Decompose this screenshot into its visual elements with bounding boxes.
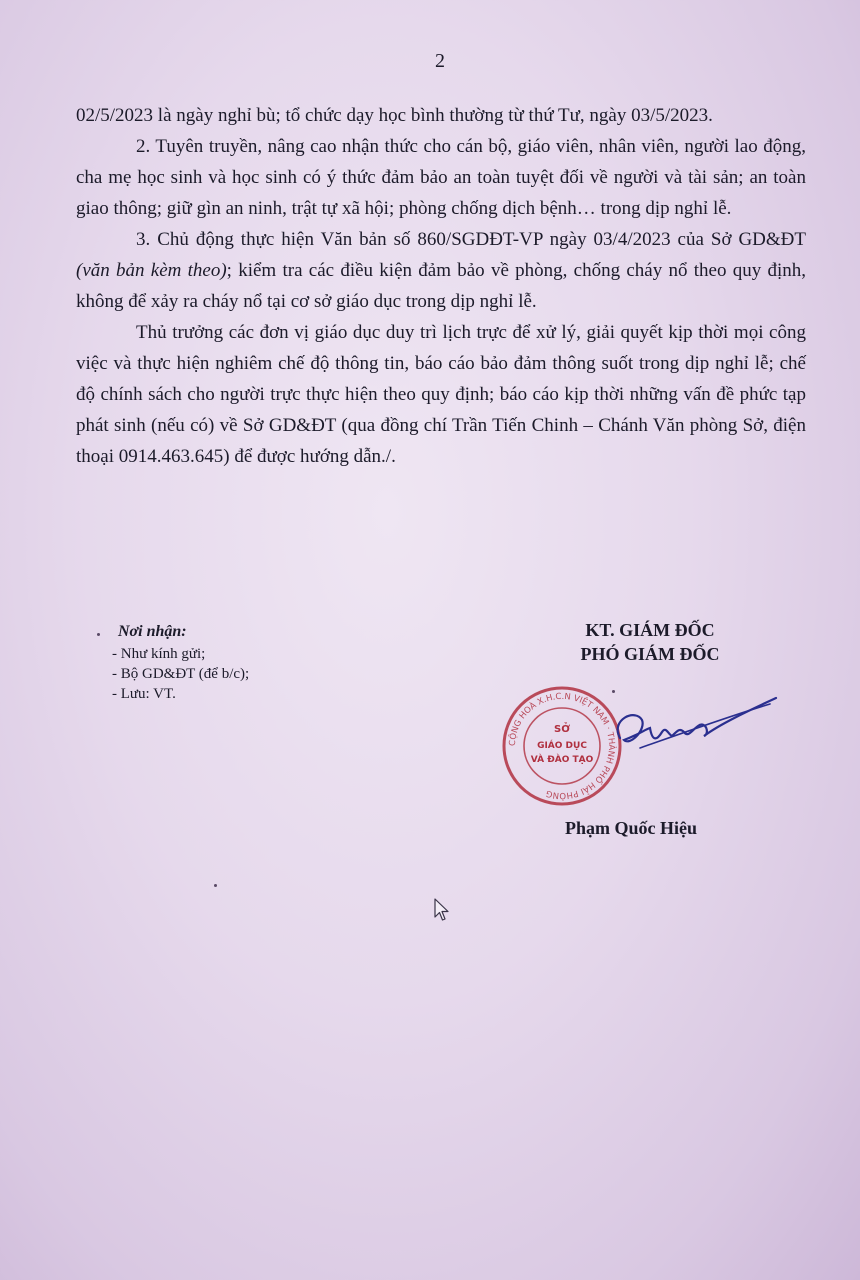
handwritten-signature (580, 690, 780, 760)
stamp-center-line-3: VÀ ĐÀO TẠO (530, 755, 594, 765)
recipient-item: - Lưu: VT. (112, 686, 176, 702)
paper-speck (97, 633, 100, 636)
signature-title-block (520, 618, 780, 666)
paragraph-3 (76, 224, 806, 317)
stamp-center-line-1: SỞ (554, 724, 570, 735)
recipients-title: Nơi nhận: (118, 623, 187, 640)
paragraph-1: 02/5/2023 là ngày nghỉ bù; tổ chức dạy học bình thường từ thứ Tư, ngày 03/5/2023. (76, 105, 713, 126)
paper-speck (214, 884, 217, 887)
recipient-item: - Bộ GD&ĐT (để b/c); (112, 666, 250, 682)
paper-speck (612, 690, 615, 693)
paragraph-3-part-2: ; kiểm tra các điều kiện đảm bảo về phòng, chống cháy nổ theo quy định, không để xảy ra cháy nổ tại cơ sở giáo dục trong dịp nghỉ lễ. (76, 260, 806, 312)
recipients-block (112, 622, 372, 704)
signature-title-line-1: KT. GIÁM ĐỐC (585, 620, 715, 640)
mouse-pointer-icon (434, 898, 450, 922)
signer-name: Phạm Quốc Hiệu (565, 818, 698, 838)
paragraph-4: Thủ trưởng các đơn vị giáo dục duy trì lịch trực để xử lý, giải quyết kịp thời mọi công việc và thực hiện nghiêm chế độ thông tin, báo cáo bảo đảm thông suốt trong dịp nghỉ lễ; chế độ chính sách cho người trực thực hiện theo quy định; báo cáo kịp thời những vấn đề phức tạp phát sinh (nếu có) về Sở GD&ĐT (qua đồng chí Trần Tiến Chinh – Chánh Văn phòng Sở, điện thoại 0914.463.645) để được hướng dẫn./. (76, 322, 806, 467)
recipients-list (112, 644, 372, 704)
paragraph-2: 2. Tuyên truyền, nâng cao nhận thức cho cán bộ, giáo viên, nhân viên, người lao động, cha mẹ học sinh và học sinh có ý thức đảm bảo an toàn tuyệt đối về người và tài sản; an toàn giao thông; giữ gìn an ninh, trật tự xã hội; phòng chống dịch bệnh… trong dịp nghỉ lễ. (76, 136, 806, 219)
recipient-item: - Như kính gửi; (112, 646, 206, 662)
signature-title-line-2: PHÓ GIÁM ĐỐC (580, 644, 720, 664)
document-body (76, 100, 806, 472)
page-number: 2 (435, 50, 445, 72)
stamp-ring-text: CỘNG HOÀ X.H.C.N VIỆT NAM · THÀNH PHỐ HẢI PHÒNG (507, 691, 617, 801)
paragraph-3-part-1: 3. Chủ động thực hiện Văn bản số 860/SGDĐT-VP ngày 03/4/2023 của Sở GD&ĐT (136, 229, 806, 250)
stamp-center-line-2: GIÁO DỤC (537, 741, 587, 751)
paragraph-3-italic: (văn bản kèm theo) (76, 260, 227, 281)
